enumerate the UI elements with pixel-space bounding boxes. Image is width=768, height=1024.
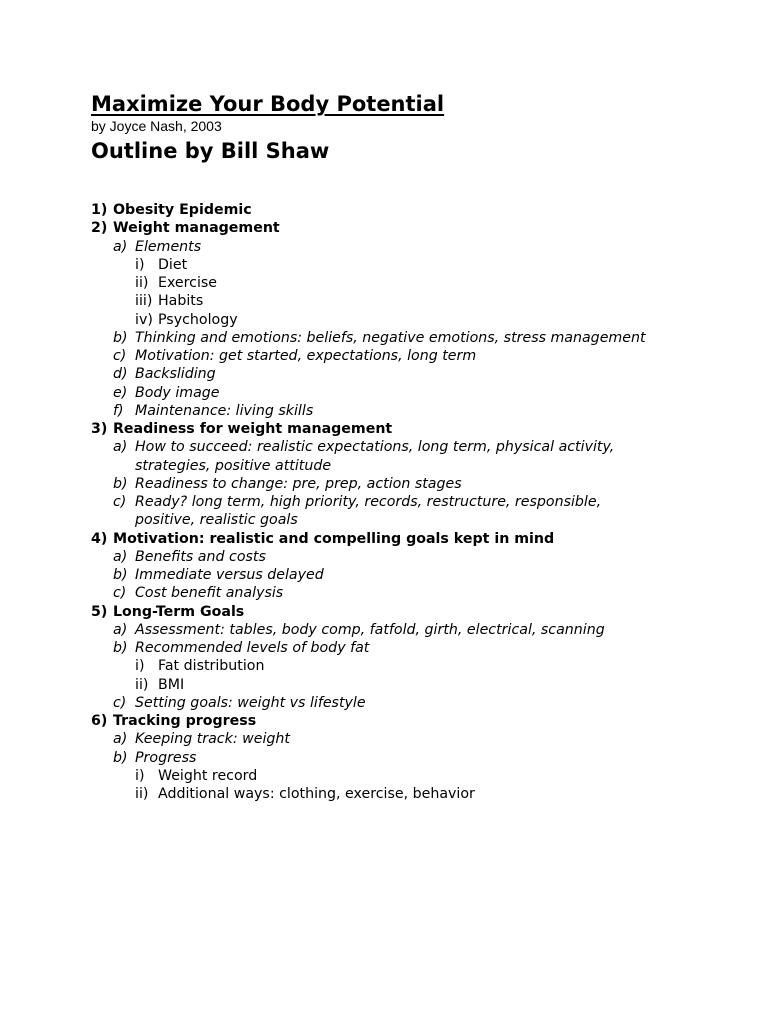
subitem-letter: c) [113,585,127,602]
leaf-numeral: i) [135,658,145,675]
section-heading: Tracking progress [113,713,257,729]
outline-subitem [91,548,751,566]
subitem-letter: a) [113,731,128,748]
outline-subitem [91,438,751,475]
subitem-letter: b) [113,329,128,346]
outline-leaf-item [91,657,751,675]
subitem-text: Benefits and costs [135,548,266,565]
section-heading: Obesity Epidemic [113,202,252,218]
outline-leaf-item [91,785,751,803]
subitem-text: Readiness to change: pre, prep, action stages [135,475,462,492]
subitem-letter: c) [113,348,127,364]
leaf-numeral: i) [135,767,145,784]
subitem-letter: a) [113,238,128,255]
subitem-letter: c) [113,694,127,711]
section-number: 5) [91,603,108,620]
leaf-numeral: ii) [135,786,149,802]
leaf-text: Additional ways: clothing, exercise, behavior [158,786,475,802]
subitem-letter: b) [113,475,128,492]
section-number: 3) [91,421,108,437]
outline-leaf-item [91,274,751,292]
subitem-letter: b) [113,749,128,766]
subitem-letter: f) [113,402,124,419]
subitem-text: Motivation: get started, expectations, long term [135,348,477,364]
section-heading: Readiness for weight management [113,421,393,437]
section-number: 6) [91,713,108,729]
subitem-text: Keeping track: weight [135,731,290,748]
outline-subitem [91,238,751,256]
document-subtitle: Outline by Bill Shaw [91,139,330,163]
outline-subitem [91,639,751,657]
section-number: 1) [91,202,108,218]
outline-section [91,603,751,621]
subitem-text: Cost benefit analysis [135,585,284,602]
subitem-text: How to succeed: realistic expectations, long term, physical activity, strategies, positive attitude [135,439,615,474]
outline-subitem [91,402,751,420]
subitem-text: Maintenance: living skills [135,402,314,419]
outline-subitem [91,584,751,602]
leaf-numeral: ii) [135,275,149,291]
section-heading: Motivation: realistic and compelling goals kept in mind [113,530,555,547]
leaf-text: Fat distribution [158,658,265,675]
document-page [91,90,751,803]
subitem-text: Setting goals: weight vs lifestyle [135,694,366,711]
outline-subitem [91,384,751,402]
section-number: 4) [91,530,108,547]
outline-subitem [91,621,751,639]
outline-subitem [91,329,751,347]
subitem-text: Ready? long term, high priority, records, restructure, responsible, positive, realistic goals [135,494,602,529]
outline-section [91,219,751,237]
subitem-text: Backsliding [135,366,216,383]
subitem-text: Assessment: tables, body comp, fatfold, girth, electrical, scanning [135,621,605,638]
outline-subitem [91,694,751,712]
outline-section [91,420,751,438]
outline [91,201,751,803]
subitem-letter: b) [113,567,128,583]
outline-section [91,201,751,219]
leaf-numeral: iii) [135,293,153,310]
leaf-text: Diet [158,256,188,273]
outline-leaf-item [91,311,751,329]
outline-leaf-item [91,292,751,310]
subitem-letter: c) [113,494,127,510]
leaf-numeral: iv) [135,311,153,328]
outline-section [91,712,751,730]
outline-leaf-item [91,676,751,694]
outline-subitem [91,749,751,767]
outline-subitem [91,566,751,584]
leaf-numeral: ii) [135,676,149,693]
outline-subitem [91,475,751,493]
subitem-letter: e) [113,384,128,401]
outline-section [91,530,751,548]
subitem-text: Body image [135,384,220,401]
subitem-text: Elements [135,238,202,255]
document-title: Maximize Your Body Potential [91,92,445,116]
section-number: 2) [91,220,108,237]
leaf-text: Habits [158,293,204,310]
section-heading: Weight management [113,220,280,237]
subitem-letter: d) [113,366,128,383]
outline-subitem [91,493,751,530]
subitem-letter: a) [113,548,128,565]
subitem-letter: b) [113,640,128,656]
subitem-text: Recommended levels of body fat [135,640,370,656]
leaf-text: Exercise [158,275,218,291]
outline-subitem [91,365,751,383]
subitem-letter: a) [113,621,128,638]
outline-leaf-item [91,256,751,274]
outline-subitem [91,730,751,748]
subitem-text: Thinking and emotions: beliefs, negative emotions, stress management [135,329,646,346]
outline-subitem [91,347,751,365]
leaf-text: BMI [158,676,185,693]
subitem-letter: a) [113,439,128,456]
leaf-text: Psychology [158,311,238,328]
outline-leaf-item [91,767,751,785]
leaf-numeral: i) [135,256,145,273]
section-heading: Long-Term Goals [113,603,245,620]
leaf-text: Weight record [158,767,258,784]
document-byline: by Joyce Nash, 2003 [91,118,222,134]
subitem-text: Progress [135,749,197,766]
subitem-text: Immediate versus delayed [135,567,324,583]
